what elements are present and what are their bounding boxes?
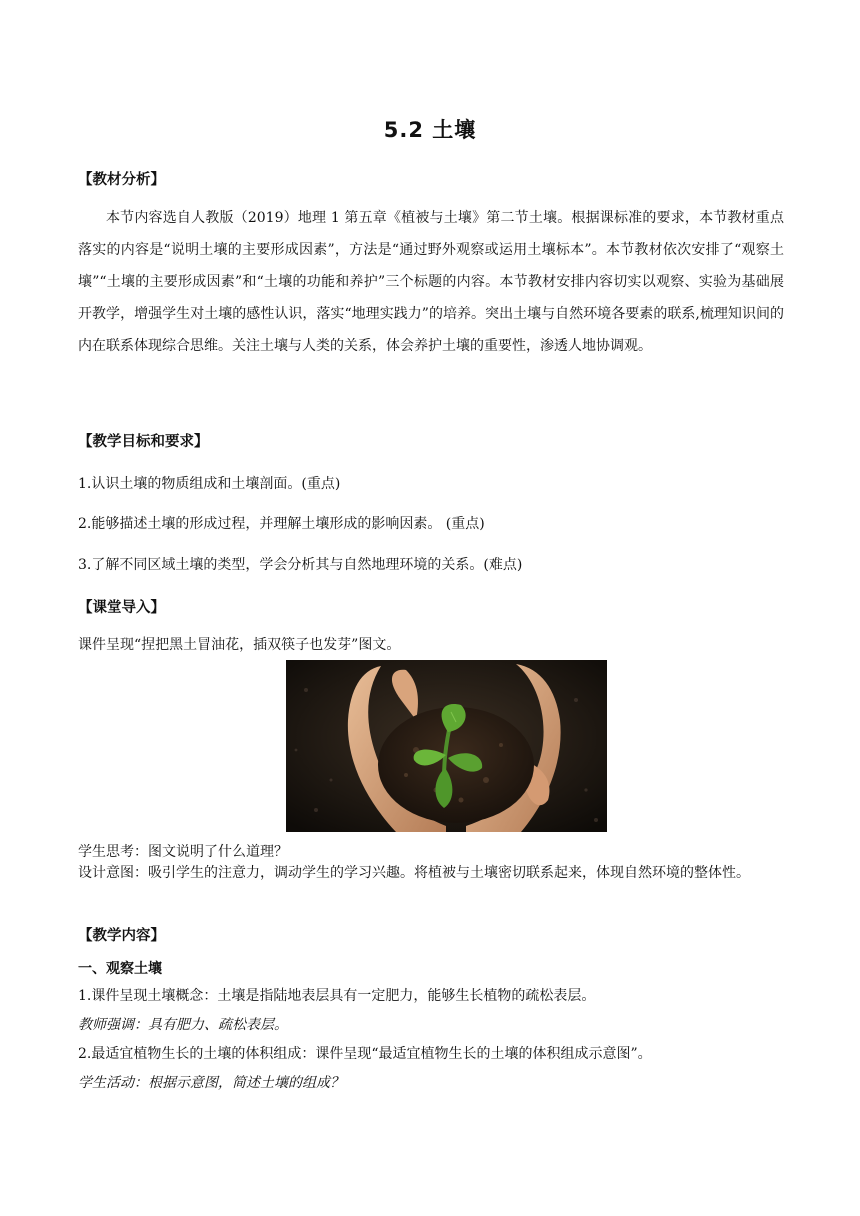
intro-heading: 【课堂导入】 [78,600,165,616]
content-heading: 【教学内容】 [78,928,165,944]
goal-item-3: 3.了解不同区域土壤的类型，学会分析其与自然地理环境的关系。(难点) [78,557,523,573]
student-activity: 学生活动：根据示意图，简述土壤的组成？ [78,1075,344,1091]
intro-text: 课件呈现“捏把黑土冒油花，插双筷子也发芽”图文。 [78,637,401,653]
page-title: 5.2 土壤 [383,118,477,142]
design-intent-text: 设计意图：吸引学生的注意力，调动学生的学习兴趣。将植被与土壤密切联系起来，体现自然环境的整体性。 [78,865,750,881]
analysis-paragraph: 本节内容选自人教版（2019）地理 1 第五章《植被与土壤》第二节土壤。根据课标准的要求，本节教材重点落实的内容是“说明土壤的主要形成因素”，方法是“通过野外观察或运用土壤标本”。本节教材依次安排了“观察土壤”“土壤的主要形成因素”和“土壤的功能和养护”三个标题的内容。本节教材安排内容切实以观察、实验为基础展开教学，增强学生对土壤的感性认识，落实“地理实践力”的培养。突出土壤与自然环境各要素的联系,梳理知识间的内在联系体现综合思维。关注土壤与人类的关系，体会养护土壤的重要性，渗透人地协调观。 [78,210,784,354]
teacher-emphasis: 教师强调：具有肥力、疏松表层。 [78,1017,288,1033]
seedling-in-soil-hands-photo [286,660,607,832]
goal-item-2: 2.能够描述土壤的形成过程，并理解土壤形成的影响因素。 (重点) [78,516,485,532]
goals-heading: 【教学目标和要求】 [78,434,209,450]
student-think-text: 学生思考：图文说明了什么道理？ [78,844,288,860]
content-item-2: 2.最适宜植物生长的土壤的体积组成：课件呈现“最适宜植物生长的土壤的体积组成示意图”。 [78,1046,652,1062]
analysis-heading: 【教材分析】 [78,172,165,188]
content-item-1: 1.课件呈现土壤概念：土壤是指陆地表层具有一定肥力，能够生长植物的疏松表层。 [78,988,596,1004]
section-heading-observe-soil: 一、观察土壤 [78,961,162,977]
goal-item-1: 1.认识土壤的物质组成和土壤剖面。(重点) [78,476,341,492]
